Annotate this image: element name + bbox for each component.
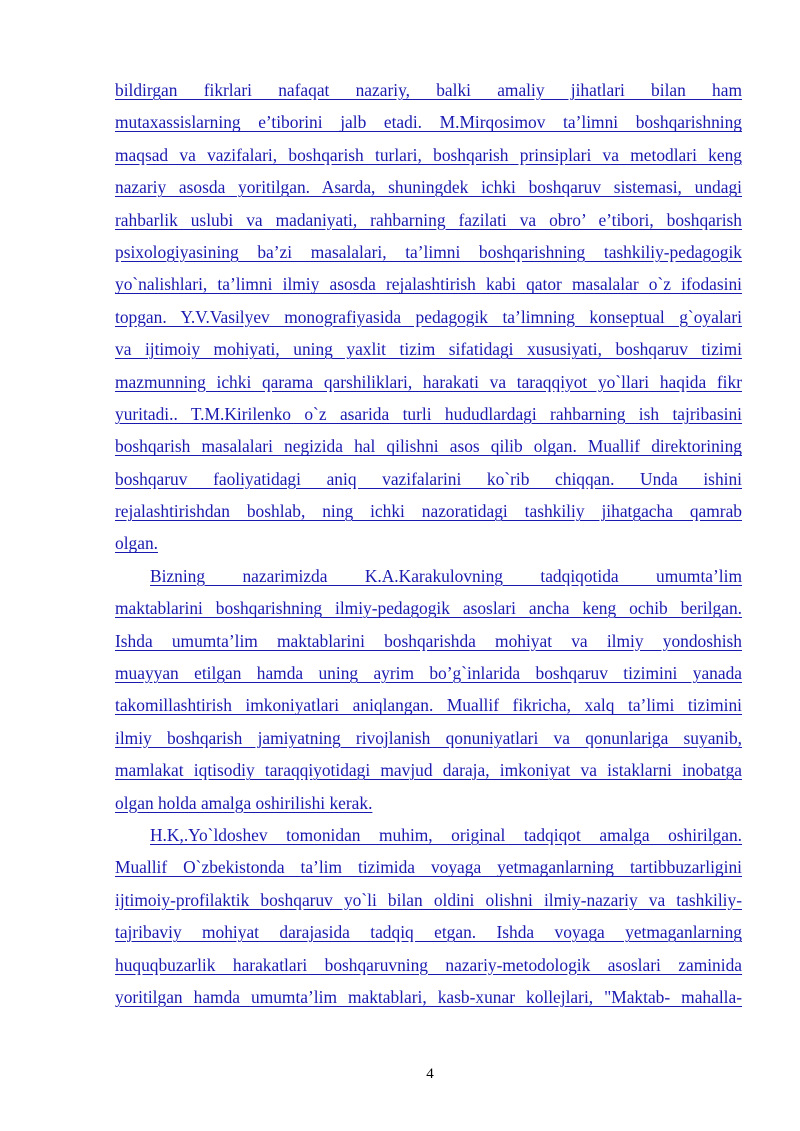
paragraph-3: [115, 819, 742, 1013]
text-line: maqsad va vazifalari, boshqarish turlari, boshqarish prinsiplari va metodlari keng: [115, 144, 742, 165]
text-line: yo`nalishlari, ta’limni ilmiy asosda rejalashtirish kabi qator masalalar o`z ifodasini: [115, 274, 742, 295]
text-line: Ishda umumta’lim maktablarini boshqarishda mohiyat va ilmiy yondoshish: [115, 630, 742, 651]
text-line: ijtimoiy-profilaktik boshqaruv yo`li bilan oldini olishni ilmiy-nazariy va tashkiliy-: [115, 889, 742, 910]
text-line: maktablarini boshqarishning ilmiy-pedagogik asoslari ancha keng ochib berilgan.: [115, 598, 742, 619]
text-line: tajribaviy mohiyat darajasida tadqiq etgan. Ishda voyaga yetmaganlarning: [115, 922, 742, 943]
text-line: ilmiy boshqarish jamiyatning rivojlanish qonuniyatlari va qonunlariga suyanib,: [115, 727, 742, 748]
text-line: huquqbuzarlik harakatlari boshqaruvning nazariy-metodologik asoslari zaminida: [115, 954, 742, 975]
text-line: psixologiyasining ba’zi masalalari, ta’limni boshqarishning tashkiliy-pedagogik: [115, 241, 742, 262]
body-text: [115, 74, 742, 1013]
text-line: mamlakat iqtisodiy taraqqiyotidagi mavjud daraja, imkoniyat va istaklarni inobatga: [115, 760, 742, 781]
text-line: yuritadi.. T.M.Kirilenko o`z asarida turli hududlardagi rahbarning ish tajribasini: [115, 403, 742, 424]
text-line: Bizning nazarimizda K.A.Karakulovning tadqiqotida umumta’lim: [150, 565, 742, 586]
text-line: nazariy asosda yoritilgan. Asarda, shuningdek ichki boshqaruv sistemasi, undagi: [115, 177, 742, 198]
paragraph-2: [115, 560, 742, 819]
text-line: olgan holda amalga oshirilishi kerak.: [115, 792, 373, 813]
text-line: olgan.: [115, 533, 158, 554]
text-line: takomillashtirish imkoniyatlari aniqlangan. Muallif fikricha, xalq ta’limi tizimini: [115, 695, 742, 716]
text-line: mazmunning ichki qarama qarshiliklari, harakati va taraqqiyot yo`llari haqida fikr: [115, 371, 742, 392]
text-line: muayyan etilgan hamda uning ayrim bo’g`inlarida boshqaruv tizimini yanada: [115, 663, 742, 684]
text-line: rahbarlik uslubi va madaniyati, rahbarning fazilati va obro’ e’tibori, boshqarish: [115, 209, 742, 230]
paragraph-1: [115, 74, 742, 560]
text-line: Muallif O`zbekistonda ta’lim tizimida voyaga yetmaganlarning tartibbuzarligini: [115, 857, 742, 878]
text-line: H.K,.Yo`ldoshev tomonidan muhim, original tadqiqot amalga oshirilgan.: [150, 824, 742, 845]
text-line: bildirgan fikrlari nafaqat nazariy, balki amaliy jihatlari bilan ham: [115, 80, 742, 100]
text-line: yoritilgan hamda umumta’lim maktablari, kasb-xunar kollejlari, "Maktab- mahalla-: [115, 986, 742, 1007]
text-line: rejalashtirishdan boshlab, ning ichki nazoratidagi tashkiliy jihatgacha qamrab: [115, 501, 742, 522]
text-line: va ijtimoiy mohiyati, uning yaxlit tizim sifatidagi xususiyati, boshqaruv tizimi: [115, 339, 742, 360]
text-line: topgan. Y.V.Vasilyev monografiyasida pedagogik ta’limning konseptual g`oyalari: [115, 306, 742, 327]
text-line: boshqaruv faoliyatidagi aniq vazifalarini ko`rib chiqqan. Unda ishini: [115, 468, 742, 489]
page-number: 4: [426, 1066, 434, 1082]
text-line: mutaxassislarning e’tiborini jalb etadi. M.Mirqosimov ta’limni boshqarishning: [115, 112, 742, 133]
text-line: boshqarish masalalari negizida hal qilishni asos qilib olgan. Muallif direktorining: [115, 436, 742, 457]
